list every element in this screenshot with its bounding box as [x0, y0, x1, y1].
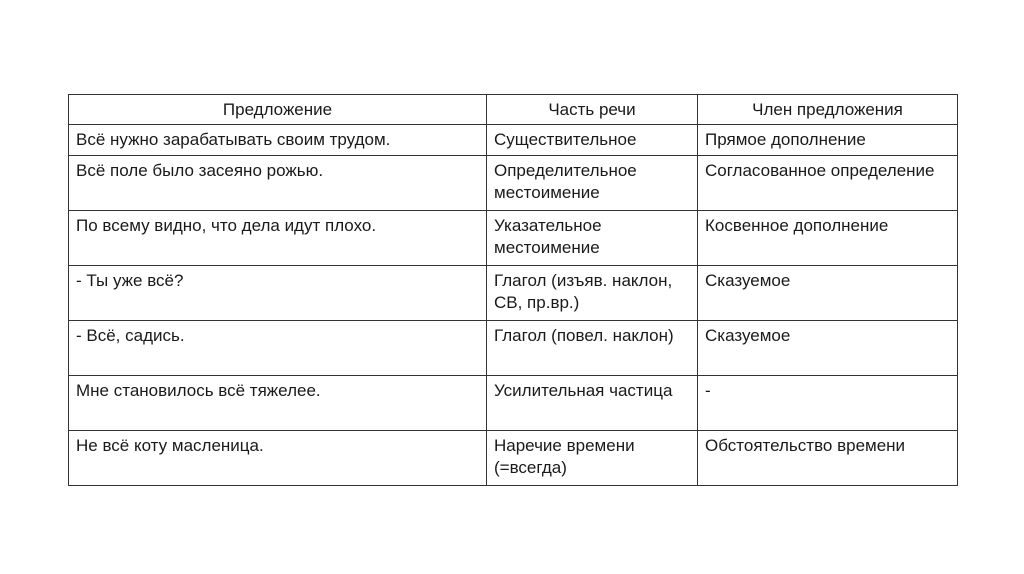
cell-sentence-member: Косвенное дополнение: [698, 211, 958, 266]
cell-sentence: Не всё коту масленица.: [69, 431, 487, 486]
cell-part-of-speech: Существительное: [487, 125, 698, 156]
header-sentence-member: Член предложения: [698, 95, 958, 125]
cell-sentence: Всё нужно зарабатывать своим трудом.: [69, 125, 487, 156]
cell-sentence: - Всё, садись.: [69, 321, 487, 376]
cell-sentence-member: Обстоятельство времени: [698, 431, 958, 486]
cell-part-of-speech: Определительное местоимение: [487, 156, 698, 211]
cell-sentence-member: Прямое дополнение: [698, 125, 958, 156]
header-part-of-speech: Часть речи: [487, 95, 698, 125]
cell-part-of-speech: Глагол (изъяв. наклон, СВ, пр.вр.): [487, 266, 698, 321]
cell-part-of-speech: Глагол (повел. наклон): [487, 321, 698, 376]
cell-sentence-member: -: [698, 376, 958, 431]
table-header-row: [69, 95, 958, 125]
table-row: [69, 266, 958, 321]
header-sentence: Предложение: [69, 95, 487, 125]
table-row: [69, 125, 958, 156]
cell-part-of-speech: Указательное местоимение: [487, 211, 698, 266]
analysis-table: [68, 94, 958, 486]
cell-sentence-member: Согласованное определение: [698, 156, 958, 211]
cell-sentence: Всё поле было засеяно рожью.: [69, 156, 487, 211]
table-row: [69, 431, 958, 486]
table-row: [69, 156, 958, 211]
cell-part-of-speech: Наречие времени (=всегда): [487, 431, 698, 486]
cell-sentence-member: Сказуемое: [698, 266, 958, 321]
table-row: [69, 376, 958, 431]
cell-part-of-speech: Усилительная частица: [487, 376, 698, 431]
cell-sentence: - Ты уже всё?: [69, 266, 487, 321]
table-row: [69, 211, 958, 266]
table-row: [69, 321, 958, 376]
cell-sentence-member: Сказуемое: [698, 321, 958, 376]
cell-sentence: Мне становилось всё тяжелее.: [69, 376, 487, 431]
cell-sentence: По всему видно, что дела идут плохо.: [69, 211, 487, 266]
